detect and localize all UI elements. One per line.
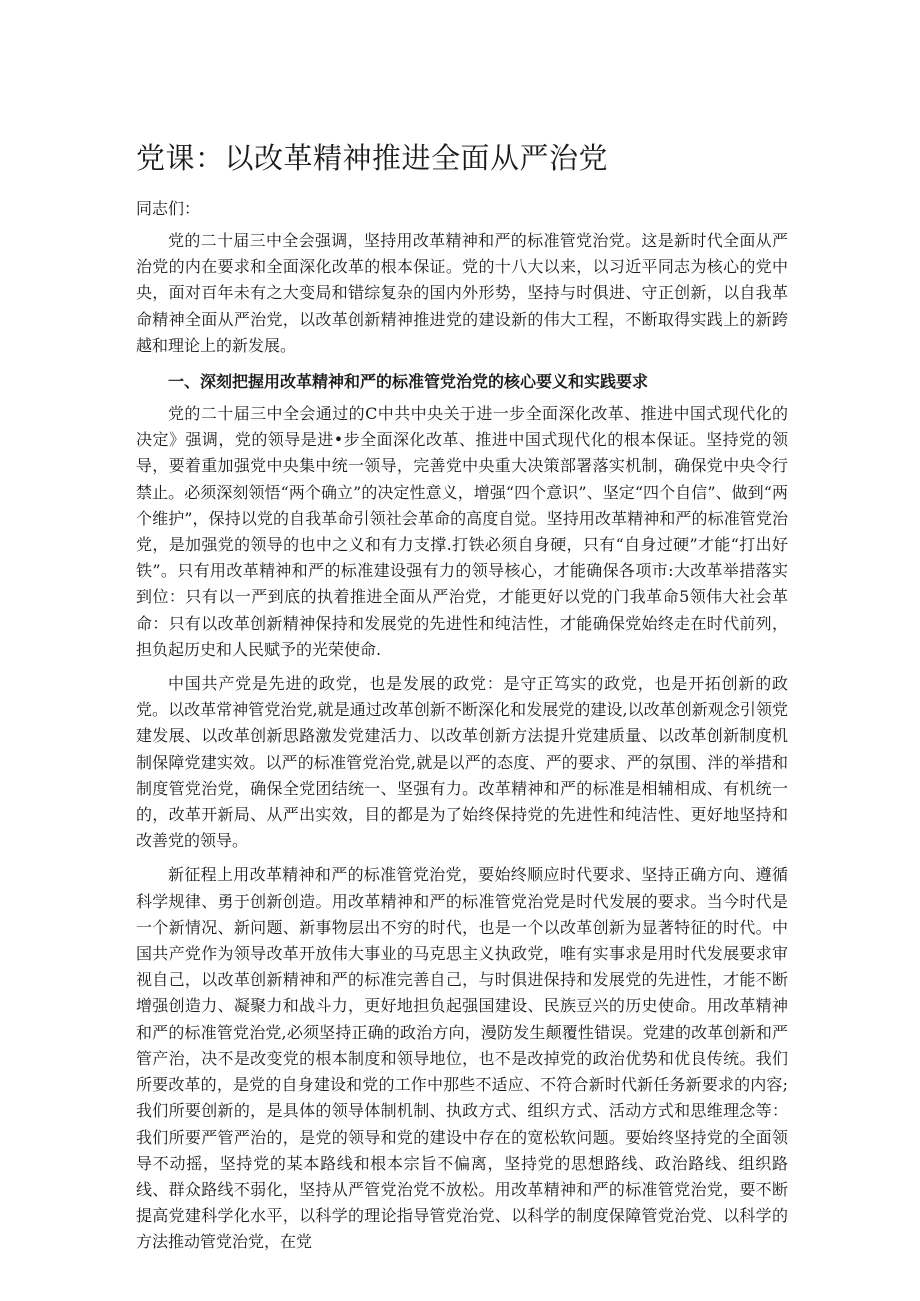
body-paragraph-2: 中国共产党是先进的政党，也是发展的政党：是守正笃实的政党，也是开拓创新的政党。以改革常神管党治党,就是通过改革创新不断深化和发展党的建设,以改革创新观念引领党建发展、以改革创新思路激发党建活力、以改革创新方法提升党建质量、以改革创新制度机制保障党建实效。以严的标准管党治党,就是以严的态度、严的要求、严的氛围、泮的举措和制度管党治党，确保全党团结统一、坚强有力。改革精神和严的标准是相辅相成、有机统一的，改革开新局、从严出实效，目的都是为了始终保持党的先进性和纯洁性、更好地坚持和改善党的领导。 [136, 674, 788, 851]
body-paragraph-3: 新征程上用改革精神和严的标准管党治党，要始终顺应时代要求、坚持正确方向、遵循科学规律、勇于创新创造。用改革精神和严的标准管党治党是时代发展的要求。当今时代是一个新情况、新问题、新事物层出不穷的时代，也是一个以改革创新为显著特征的时代。中国共产党作为领导改革开放伟大事业的马克思主义执政党，唯有实事求是用时代发展要求审视自己，以改革创新精神和严的标准完善自己，与时俱进保持和发展党的先进性，才能不断增强创造力、凝聚力和战斗力，更好地担负起强国建设、民族豆兴的历史使命。用改革精神和严的标准管党治党,必须坚持正确的政治方向，漫防发生颠覆性错误。党建的改革创新和严管产治，决不是改变党的根本制度和领导地位，也不是改掉党的政治优势和优良传统。我们所要改革的，是党的自身建设和党的工作中那些不适应、不符合新时代新任务新要求的内容;我们所要创新的，是具体的领导体制机制、执政方式、组织方式、活动方式和思维理念等：我们所要严管严治的，是党的领导和党的建设中存在的宽松软问题。要始终坚持党的全面领导不动摇，坚持党的某本路线和根本宗旨不偏离，坚持党的思想路线、政治路线、组织路线、群众路线不弱化，坚持从严管党治党不放松。用改革精神和严的标准管党治党，要不断提高党建科学化水平，以科学的理论指导管党治党、以科学的制度保障管党治党、以科学的方法推动管党治党，在党 [136, 865, 788, 1252]
body-paragraph-1: 党的二十届三中全会通过的C中共中央关于进一步全面深化改革、推进中国式现代化的决定》强调，党的领导是进•步全面深化改革、推进中国式现代化的根本保证。坚持党的领导，要着重加强党中央集中统一领导，完善党中央重大决策部署落实机制，确保党中央令行禁止。必须深刻领悟“两个确立”的决定性意义，增强“四个意识”、坚定“四个自信”、做到“两个维护”，保持以党的自我革命引领社会革命的高度自觉。坚持用改革精神和严的标准管党治党，是加强党的领导的也中之义和有力支撑.打铁必须自身硬，只有“自身过硬”才能“打出好铁”。只有用改革精神和严的标准建设强有力的领导核心，才能确保各项市:大改革举措落实到位：只有以一严到底的执着推进全面从严治党，才能更好以党的门我革命5领伟大社会革命：只有以改革创新精神保持和发展党的先进性和纯洁性，才能确保党始终走在时代前列，担负起历史和人民赋予的光荣使命. [136, 404, 788, 659]
document-title: 党课：以改革精神推进全面从严治党 [136, 141, 609, 175]
salutation: 同志们： [136, 199, 201, 218]
intro-paragraph: 党的二十届三中全会强调，坚持用改革精神和严的标准管党治党。这是新时代全面从严治党的内在要求和全面深化改革的根本保证。党的十八大以来，以习近平同志为核心的党中央，面对百年未有之大变局和错综复杂的国内外形势，坚持与时俱进、守正创新，以自我革命精神全面从严治党，以改革创新精神推进党的建设新的伟大工程，不断取得实践上的新跨越和理论上的新发展。 [136, 231, 788, 355]
section-heading: 一、深刻把握用改革精神和严的标准管党治党的核心要义和实践要求 [168, 372, 649, 392]
document-page [136, 138, 788, 1264]
